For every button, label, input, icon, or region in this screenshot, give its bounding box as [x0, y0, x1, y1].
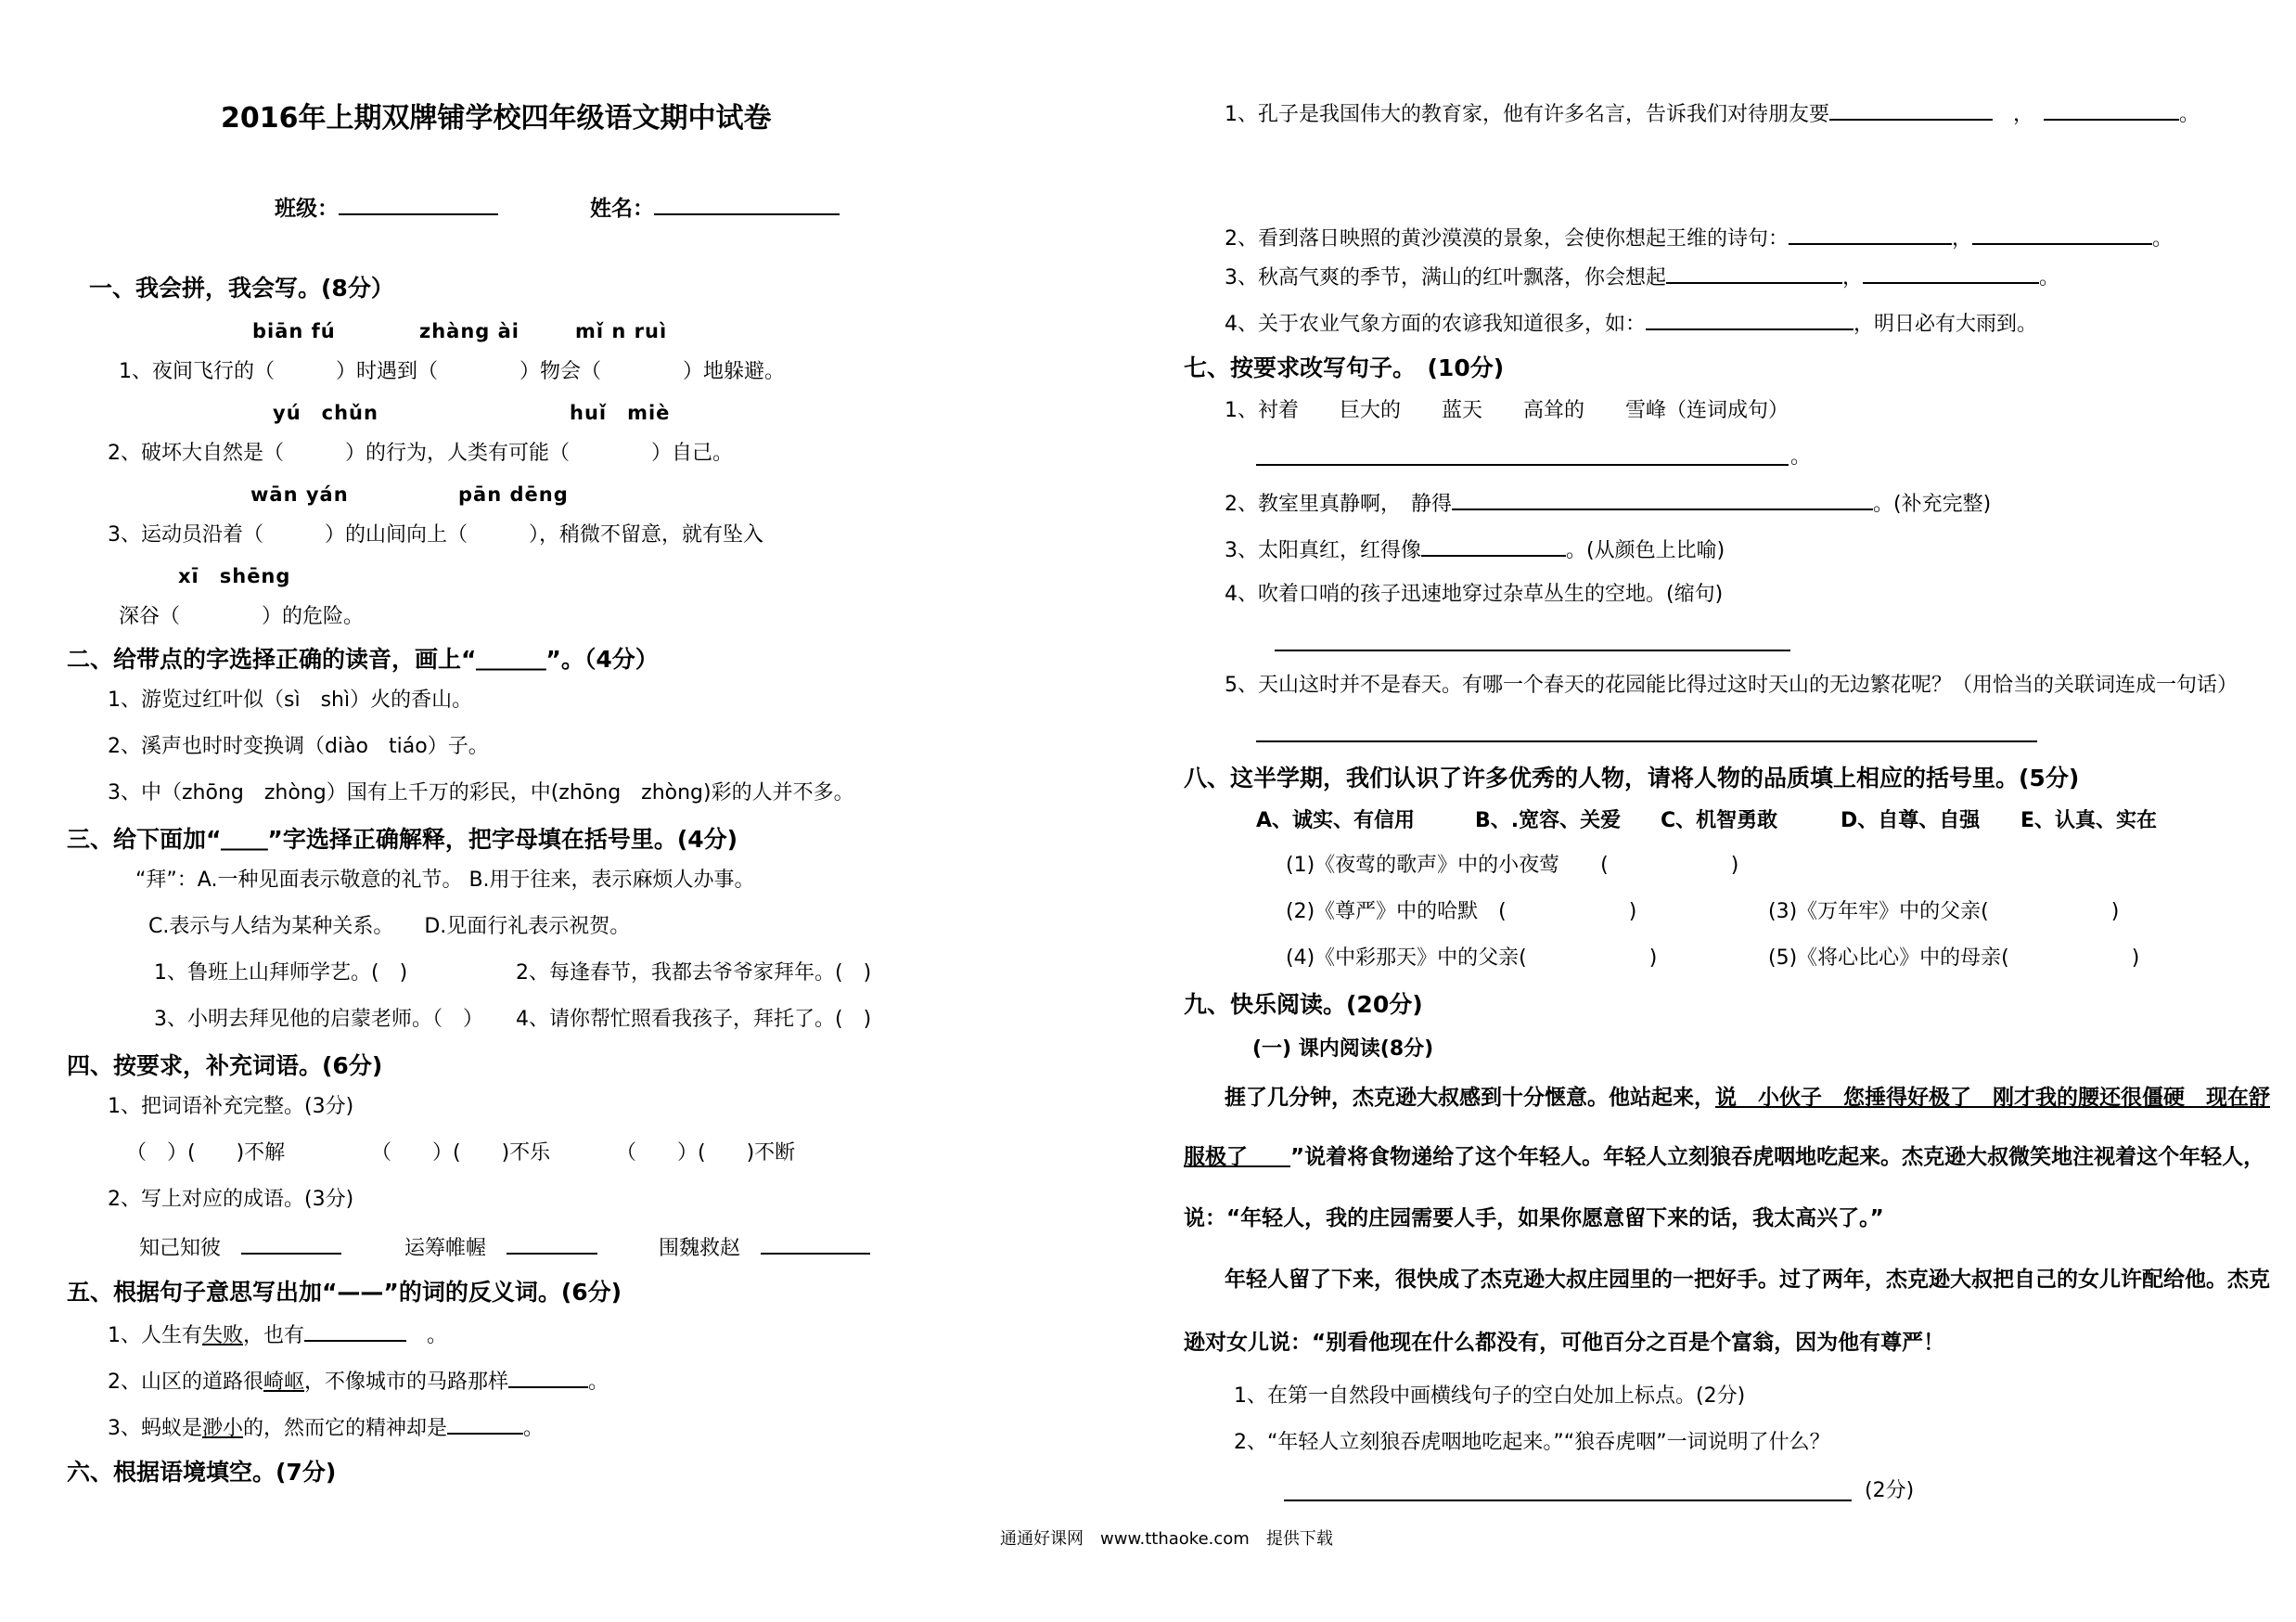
question-line: 深谷（ ）的危险。: [119, 605, 365, 628]
question-line: 3、小明去拜见他的启蒙老师。（ ）: [154, 1008, 483, 1031]
question-line: 2、“年轻人立刻狼吞虎咽地吃起来。”“狼吞虎咽”一词说明了什么？: [1234, 1431, 1830, 1454]
section-6-heading: 六、根据语境填空。(7分): [67, 1459, 337, 1486]
section-4-heading: 四、按要求，补充词语。(6分): [67, 1052, 383, 1079]
pinyin: zhàng ài: [419, 320, 520, 342]
section-8-heading: 八、这半学期，我们认识了许多优秀的人物，请将人物的品质填上相应的括号里。(5分): [1184, 765, 2080, 792]
question-line: (4)《中彩那天》中的父亲( ): [1286, 946, 1658, 970]
question-line: 1、夜间飞行的（ ）时遇到（ ）物会（ ）地躲避。: [119, 360, 785, 383]
definition-line: C.表示与人结为某种关系。 D.见面行礼表示祝贺。: [148, 915, 631, 938]
question-line: 2、溪声也时时变换调（diào tiáo）子。: [108, 735, 489, 758]
question-line: (2)《尊严》中的哈默 ( ): [1286, 900, 1637, 923]
answer-line[interactable]: [1256, 740, 2037, 742]
section-2-heading: 二、给带点的字选择正确的读音，画上“＿＿＿”。（4分）: [67, 646, 659, 673]
question-line: 。: [1790, 445, 1812, 469]
option-c: C、机智勇敢: [1661, 809, 1778, 832]
answer-blank[interactable]: [1666, 264, 1842, 284]
question-line: 1、鲁班上山拜师学艺。( ): [154, 961, 408, 985]
answer-blank[interactable]: [761, 1234, 870, 1255]
answer-blank[interactable]: [1863, 264, 2039, 284]
pinyin: xī shēng: [178, 565, 291, 587]
reading-subheading: (一) 课内阅读(8分): [1252, 1037, 1434, 1061]
answer-line[interactable]: [1284, 1500, 1852, 1501]
idiom-item: 运筹帷幄: [404, 1234, 597, 1261]
section-3-heading: 三、给下面加“＿＿”字选择正确解释，把字母填在括号里。(4分): [67, 826, 738, 853]
answer-blank[interactable]: [1829, 100, 1993, 121]
pinyin: mǐ n ruì: [575, 320, 668, 342]
question-line: 1、孔子是我国伟大的教育家，他有许多名言，告诉我们对待朋友要 ， 。: [1225, 100, 2200, 127]
footer-source: 通通好课网 www.tthaoke.com 提供下载: [1000, 1529, 1333, 1549]
name-field[interactable]: [654, 195, 840, 215]
question-line: 5、天山这时并不是春天。有哪一个春天的花园能比得过这时天山的无边繁花呢？（用恰当的关联词连成一句话）: [1225, 674, 2238, 697]
pinyin: yú chǔn: [273, 402, 378, 424]
answer-blank[interactable]: [447, 1414, 523, 1435]
section-5-heading: 五、根据句子意思写出加“——”的词的反义词。(6分): [67, 1279, 622, 1306]
sub-question: 2、写上对应的成语。(3分): [108, 1188, 354, 1211]
question-line: 3、运动员沿着（ ）的山间向上（ ），稍微不留意，就有坠入: [108, 523, 763, 547]
question-line: 3、太阳真红，红得像 。(从颜色上比喻): [1225, 536, 1725, 563]
reading-paragraph: 说：“年轻人，我的庄园需要人手，如果你愿意留下来的话，我太高兴了。”: [1184, 1206, 1884, 1230]
option-b: B、.宽容、关爱: [1475, 809, 1622, 832]
pinyin: huǐ miè: [570, 402, 671, 424]
question-line: 2、山区的道路很崎岖，不像城市的马路那样 。: [108, 1368, 609, 1395]
answer-blank[interactable]: [1646, 310, 1853, 330]
question-line: 3、蚂蚁是渺小的，然而它的精神却是 。: [108, 1414, 544, 1441]
question-line: 1、在第一自然段中画横线句子的空白处加上标点。(2分): [1234, 1384, 1746, 1408]
idiom-item: 知己知彼: [139, 1234, 341, 1261]
definition-line: “拜”：A.一种见面表示敬意的礼节。 B.用于往来，表示麻烦人办事。: [135, 869, 755, 892]
answer-blank[interactable]: [1421, 536, 1566, 557]
sub-question: 1、把词语补充完整。(3分): [108, 1095, 354, 1118]
section-7-heading: 七、按要求改写句子。 (10分): [1184, 354, 1505, 381]
idiom-item: 围魏救赵: [659, 1234, 870, 1261]
question-line: (1)《夜莺的歌声》中的小夜莺 ( ): [1286, 854, 1739, 877]
question-line: 3、秋高气爽的季节，满山的红叶飘落，你会想起 ， 。: [1225, 264, 2059, 290]
pinyin: biān fú: [252, 320, 336, 342]
answer-blank[interactable]: [508, 1368, 588, 1388]
answer-blank[interactable]: [241, 1234, 341, 1255]
score-label: (2分): [1865, 1479, 1915, 1502]
answer-line[interactable]: [1275, 650, 1790, 651]
question-line: 2、教室里真静啊， 静得 。(补充完整): [1225, 490, 1991, 517]
answer-blank[interactable]: [304, 1321, 406, 1342]
reading-paragraph: 服极了 ”说着将食物递给了这个年轻人。年轻人立刻狼吞虎咽地吃起来。杰克逊大叔微笑地注视着这个年轻人，: [1184, 1145, 2265, 1169]
question-line: 1、人生有失败，也有 。: [108, 1321, 447, 1348]
question-line: 2、每逢春节，我都去爷爷家拜年。( ): [516, 961, 872, 985]
class-label: 班级：: [275, 195, 498, 221]
answer-blank[interactable]: [1972, 225, 2152, 245]
word-blank: （ ）( )不断: [616, 1141, 796, 1165]
question-line: (3)《万年牢》中的父亲( ): [1768, 900, 2120, 923]
reading-paragraph: 逊对女儿说：“别看他现在什么都没有，可他百分之百是个富翁，因为他有尊严！: [1184, 1331, 1945, 1355]
question-line: 2、看到落日映照的黄沙漠漠的景象，会使你想起王维的诗句： ， 。: [1225, 225, 2173, 251]
question-line: 4、请你帮忙照看我孩子，拜托了。( ): [516, 1008, 872, 1031]
reading-paragraph: 年轻人留了下来，很快成了杰克逊大叔庄园里的一把好手。过了两年，杰克逊大叔把自己的女儿许配给他。杰克: [1225, 1268, 2270, 1292]
question-line: (5)《将心比心》中的母亲( ): [1768, 946, 2140, 970]
pinyin: pān dēng: [458, 483, 569, 506]
option-e: E、认真、实在: [2020, 809, 2158, 832]
option-d: D、自尊、自强: [1841, 809, 1981, 832]
answer-blank[interactable]: [1452, 490, 1873, 510]
section-1-heading: 一、我会拼，我会写。(8分）: [89, 275, 394, 302]
reading-paragraph: 捱了几分钟，杰克逊大叔感到十分惬意。他站起来，说 小伙子 您捶得好极了 刚才我的腰还很僵硬 现在舒: [1225, 1086, 2270, 1110]
section-9-heading: 九、快乐阅读。(20分): [1184, 991, 1423, 1018]
answer-blank[interactable]: [2044, 100, 2179, 121]
page-title: 2016年上期双牌铺学校四年级语文期中试卷: [221, 102, 772, 135]
option-a: A、诚实、有信用: [1256, 809, 1416, 832]
question-line: 1、衬着 巨大的 蓝天 高耸的 雪峰（连词成句）: [1225, 399, 1789, 422]
word-blank: （ ）( )不乐: [371, 1141, 551, 1165]
class-field[interactable]: [339, 195, 498, 215]
pinyin: wān yán: [250, 483, 349, 506]
answer-blank[interactable]: [507, 1234, 597, 1255]
answer-blank[interactable]: [1789, 225, 1952, 245]
question-line: 2、破坏大自然是（ ）的行为，人类有可能（ ）自己。: [108, 442, 733, 465]
question-line: 4、吹着口哨的孩子迅速地穿过杂草丛生的空地。(缩句): [1225, 583, 1724, 606]
word-blank: （ ）( )不解: [126, 1141, 286, 1165]
answer-line[interactable]: [1256, 464, 1789, 466]
name-label: 姓名：: [590, 195, 840, 221]
question-line: 1、游览过红叶似（sì shì）火的香山。: [108, 689, 473, 712]
question-line: 3、中（zhōng zhòng）国有上千万的彩民，中(zhōng zhòng)彩的人并不多。: [108, 781, 854, 805]
question-line: 4、关于农业气象方面的农谚我知道很多，如： ，明日必有大雨到。: [1225, 310, 2037, 337]
